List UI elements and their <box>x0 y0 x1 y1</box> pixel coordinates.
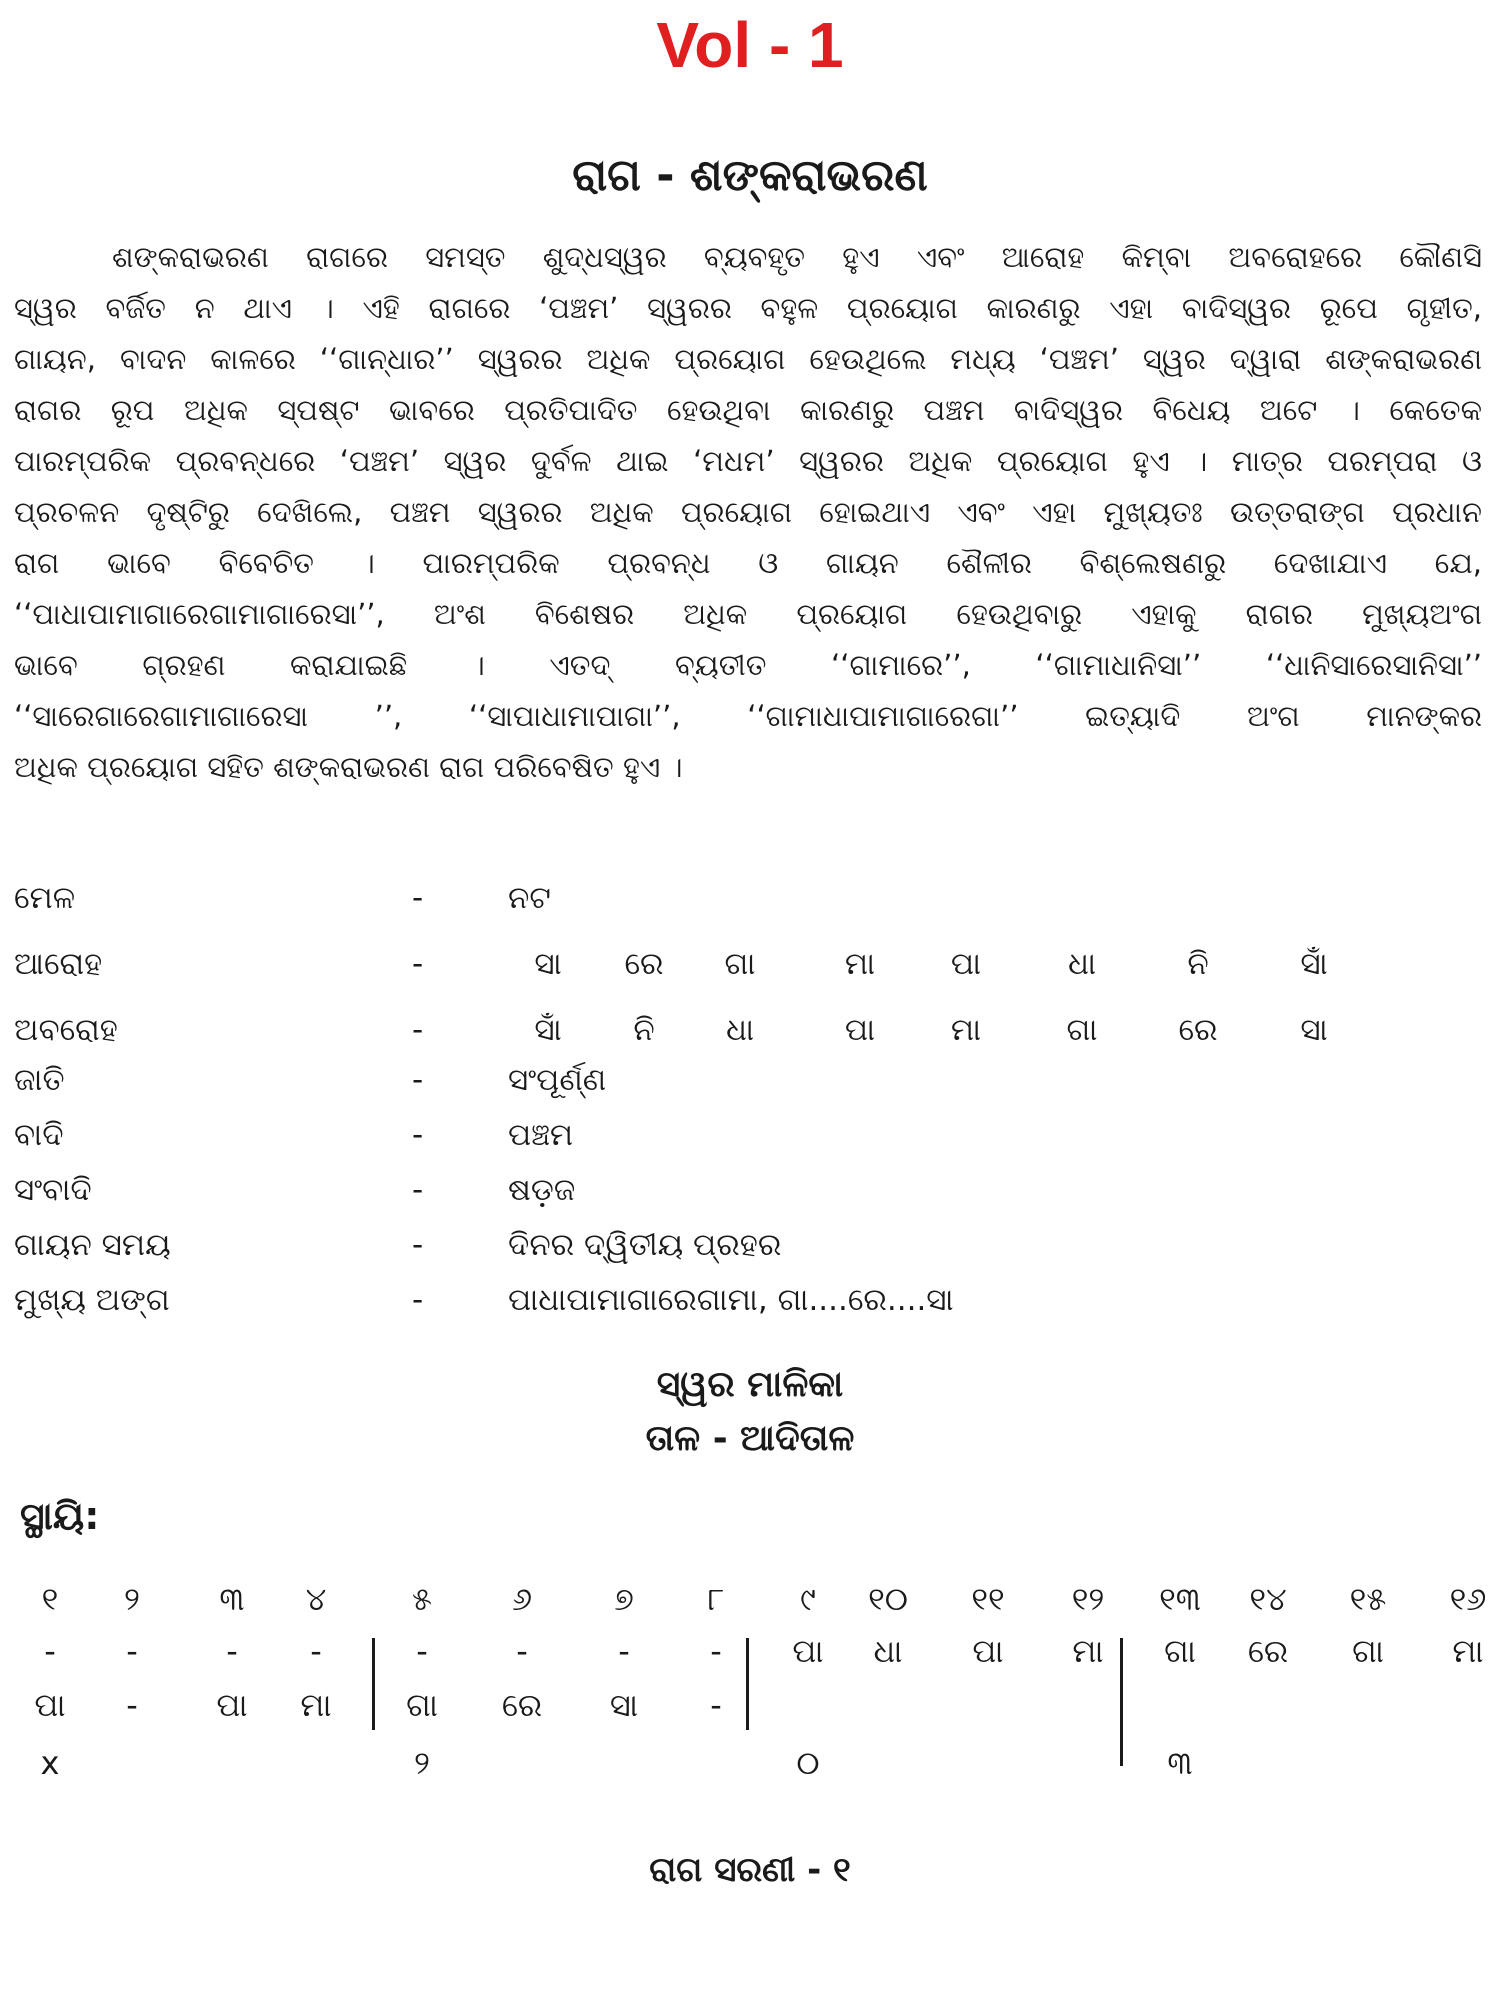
info-value: ଷଡ଼ଜ <box>508 1172 576 1208</box>
tala-mark: x <box>40 1744 60 1782</box>
beat-number: ୧୪ <box>1249 1580 1287 1618</box>
info-row-samvadi <box>14 1172 1484 1222</box>
beat-number: ୧୨ <box>1071 1580 1105 1618</box>
swara-note: ସା <box>534 946 562 982</box>
beat-number: ୯ <box>800 1580 816 1618</box>
vibhag-divider <box>1120 1638 1123 1766</box>
paragraph-line: ପ୍ରଚଳନ ଦୃଷ୍ଟିରୁ ଦେଖିଲେ, ପଞ୍ଚମ ସ୍ୱରର ଅଧିକ ପ୍ରୟୋଗ ହୋଇଥାଏ ଏବଂ ଏହା ମୁଖ୍ୟତଃ ଉତ୍ତରାଙ୍ଗ ପ୍ରଧାନ <box>14 495 1482 529</box>
beat-number: ୬ <box>511 1580 533 1618</box>
notation-cell: - <box>126 1632 138 1670</box>
beat-number: ୭ <box>614 1580 634 1618</box>
notation-cell: ମା <box>300 1686 332 1724</box>
info-row-samay <box>14 1227 1484 1277</box>
notation-cell: ମା <box>1072 1632 1104 1670</box>
beat-number: ୧୬ <box>1449 1580 1487 1618</box>
notation-cell: - <box>44 1632 56 1670</box>
swara-note: ନି <box>633 1012 655 1048</box>
notation-cell: ଗା <box>1164 1632 1196 1670</box>
paragraph-line: ଗାୟନ, ବାଦନ କାଳରେ ‘‘ଗାନ୍ଧାର’’ ସ୍ୱରର ଅଧିକ ପ୍ରୟୋଗ ହେଉଥିଲେ ମଧ୍ୟ ‘ପଞ୍ଚମ’ ସ୍ୱର ଦ୍ୱାରା ଶଙ୍କରାଭରଣ <box>14 342 1482 376</box>
info-label: ମୁଖ୍ୟ ଅଙ୍ଗ <box>14 1282 170 1318</box>
notation-cell: ଗା <box>406 1686 438 1724</box>
notation-cell: - <box>416 1632 428 1670</box>
beat-number: ୫ <box>412 1580 432 1618</box>
paragraph-line: ଶଙ୍କରାଭରଣ ରାଗରେ ସମସ୍ତ ଶୁଦ୍ଧସ୍ୱର ବ୍ୟବହୃତ ହୁଏ ଏବଂ ଆରୋହ କିମ୍ବା ଅବରୋହରେ କୌଣସି <box>112 240 1482 274</box>
swara-note: ଗା <box>724 946 756 982</box>
beat-number: ୧୧ <box>971 1580 1005 1618</box>
notation-cell: ପା <box>972 1632 1004 1670</box>
notation-cell: ପା <box>216 1686 248 1724</box>
paragraph-line: ଭାବେ ଗ୍ରହଣ କରାଯାଇଛି । ଏତଦ୍ ବ୍ୟତୀତ ‘‘ଗାମାରେ’’, ‘‘ଗାମାଧାନିସା’’ ‘‘ଧାନିସାରେସାନିସା’’ <box>14 648 1482 682</box>
notation-cell: - <box>618 1632 630 1670</box>
page-title: ରାଗ - ଶଙ୍କରାଭରଣ <box>572 150 928 201</box>
avaroha-notes <box>508 1012 1328 1058</box>
page-footer: ରାଗ ସରଣୀ - ୧ <box>649 1850 851 1890</box>
notation-cell: ମା <box>1452 1632 1484 1670</box>
paragraph-line: ‘‘ସାରେଗାରେଗାମାଗାରେସା ’’, ‘‘ସାପାଧାମାପାଗା’’, ‘‘ଗାମାଧାପାମାଗାରେଗା’’ ଇତ୍ୟାଦି ଅଂଗ ମାନଙ୍କର <box>14 699 1482 733</box>
beat-number: ୧ <box>41 1580 59 1618</box>
paragraph-line: ସ୍ୱର ବର୍ଜିତ ନ ଥାଏ । ଏହି ରାଗରେ ‘ପଞ୍ଚମ’ ସ୍ୱରର ବହୁଳ ପ୍ରୟୋଗ କାରଣରୁ ଏହା ବାଦିସ୍ୱର ରୂପେ ଗୃହୀତ, <box>14 291 1482 325</box>
info-label: ଗାୟନ ସମୟ <box>14 1227 171 1263</box>
swara-note: ମା <box>950 1012 982 1048</box>
notation-cell: - <box>710 1632 722 1670</box>
notation-cell: ସା <box>609 1686 639 1724</box>
info-label: ଆରୋହ <box>14 946 103 982</box>
paragraph-line: ରାଗ ଭାବେ ବିବେଚିତ । ପାରମ୍ପରିକ ପ୍ରବନ୍ଧ ଓ ଗାୟନ ଶୈଳୀର ବିଶ୍ଲେଷଣରୁ ଦେଖାଯାଏ ଯେ, <box>14 546 1482 580</box>
info-value: ପାଧାପାମାଗାରେଗାମା, ଗା....ରେ....ସା <box>508 1282 954 1318</box>
sthayi-label: ସ୍ଥାୟି: <box>20 1494 100 1538</box>
swara-note: ଧା <box>725 1012 755 1048</box>
swara-note: ନି <box>1187 946 1209 982</box>
info-label: ବାଦି <box>14 1117 64 1153</box>
info-dash: - <box>412 1282 424 1318</box>
notation-cell: ଧା <box>873 1632 903 1670</box>
beat-number: ୩ <box>219 1580 245 1618</box>
aroha-notes <box>508 946 1328 992</box>
tala-mark: ୨ <box>414 1744 430 1782</box>
swara-note: ରେ <box>1178 1012 1218 1048</box>
info-dash: - <box>412 1172 424 1208</box>
swara-malika-heading: ସ୍ୱର ମାଳିକା <box>656 1364 844 1405</box>
info-dash: - <box>412 1117 424 1153</box>
paragraph-line: ପାରମ୍ପରିକ ପ୍ରବନ୍ଧରେ ‘ପଞ୍ଚମ’ ସ୍ୱର ଦୁର୍ବଳ ଥାଇ ‘ମଧମ’ ସ୍ୱରର ଅଧିକ ପ୍ରୟୋଗ ହୁଏ । ମାତ୍ର ପରମ୍ପରା ଓ <box>14 444 1482 478</box>
beat-number: ୮ <box>707 1580 725 1618</box>
swara-note: ସାଁ <box>1300 946 1328 982</box>
info-dash: - <box>412 1012 424 1048</box>
info-row-mela <box>14 880 1484 930</box>
notation-cell: - <box>126 1686 138 1724</box>
notation-cell: ରେ <box>501 1686 543 1724</box>
description-paragraph <box>14 232 1482 793</box>
info-value: ଦିନର ଦ୍ୱିତୀୟ ପ୍ରହର <box>508 1227 782 1263</box>
notation-cell: - <box>516 1632 528 1670</box>
swara-note: ପା <box>844 1012 876 1048</box>
notation-cell: ପା <box>792 1632 824 1670</box>
beat-number: ୧୦ <box>868 1580 908 1618</box>
info-value: ସଂପୂର୍ଣ୍ଣ <box>508 1062 607 1098</box>
beat-number: ୧୫ <box>1349 1580 1387 1618</box>
swara-note: ଗା <box>1066 1012 1098 1048</box>
info-label: ମେଳ <box>14 880 76 916</box>
info-value: ପଞ୍ଚମ <box>508 1117 574 1153</box>
notation-cell: ପା <box>34 1686 66 1724</box>
swara-note: ଧା <box>1067 946 1097 982</box>
tala-mark: ୦ <box>796 1744 820 1782</box>
info-dash: - <box>412 880 424 916</box>
notation-cell: - <box>226 1632 238 1670</box>
notation-cell: - <box>310 1632 322 1670</box>
swara-note: ପା <box>950 946 982 982</box>
info-row-mukhya <box>14 1282 1484 1332</box>
vibhag-divider <box>372 1638 375 1730</box>
info-row-vadi <box>14 1117 1484 1167</box>
swara-note: ରେ <box>624 946 664 982</box>
info-label: ଅବରୋହ <box>14 1012 118 1048</box>
info-dash: - <box>412 946 424 982</box>
volume-label: Vol - 1 <box>656 9 844 81</box>
info-dash: - <box>412 1227 424 1263</box>
info-row-aroha <box>14 946 1484 996</box>
paragraph-line: ଅଧିକ ପ୍ରୟୋଗ ସହିତ ଶଙ୍କରାଭରଣ ରାଗ ପରିବେଷିତ ହୁଏ । <box>14 750 683 784</box>
paragraph-line: ‘‘ପାଧାପାମାଗାରେଗାମାଗାରେସା’’, ଅଂଶ ବିଶେଷର ଅଧିକ ପ୍ରୟୋଗ ହେଉଥିବାରୁ ଏହାକୁ ରାଗର ମୁଖ୍ୟଅଂଗ <box>14 597 1482 631</box>
notation-cell: ରେ <box>1247 1632 1289 1670</box>
info-value: ନଟ <box>508 880 551 916</box>
tala-mark: ୩ <box>1167 1744 1193 1782</box>
swara-note: ମା <box>844 946 876 982</box>
beat-number: ୨ <box>124 1580 140 1618</box>
info-row-jati <box>14 1062 1484 1112</box>
info-label: ଜାତି <box>14 1062 65 1098</box>
vibhag-divider <box>746 1638 749 1730</box>
swara-note: ସାଁ <box>534 1012 562 1048</box>
info-label: ସଂବାଦି <box>14 1172 92 1208</box>
info-row-avaroha <box>14 1012 1484 1062</box>
beat-number: ୪ <box>305 1580 327 1618</box>
tala-heading: ତାଳ - ଆଦିତାଳ <box>645 1418 855 1459</box>
notation-cell: - <box>710 1686 722 1724</box>
paragraph-line: ରାଗର ରୂପ ଅଧିକ ସ୍ପଷ୍ଟ ଭାବରେ ପ୍ରତିପାଦିତ ହେଉଥିବା କାରଣରୁ ପଞ୍ଚମ ବାଦିସ୍ୱର ବିଧେୟ ଅଟେ । କେତେକ <box>14 393 1482 427</box>
beat-number: ୧୩ <box>1159 1580 1201 1618</box>
swara-note: ସା <box>1300 1012 1328 1048</box>
info-dash: - <box>412 1062 424 1098</box>
notation-cell: ଗା <box>1352 1632 1384 1670</box>
